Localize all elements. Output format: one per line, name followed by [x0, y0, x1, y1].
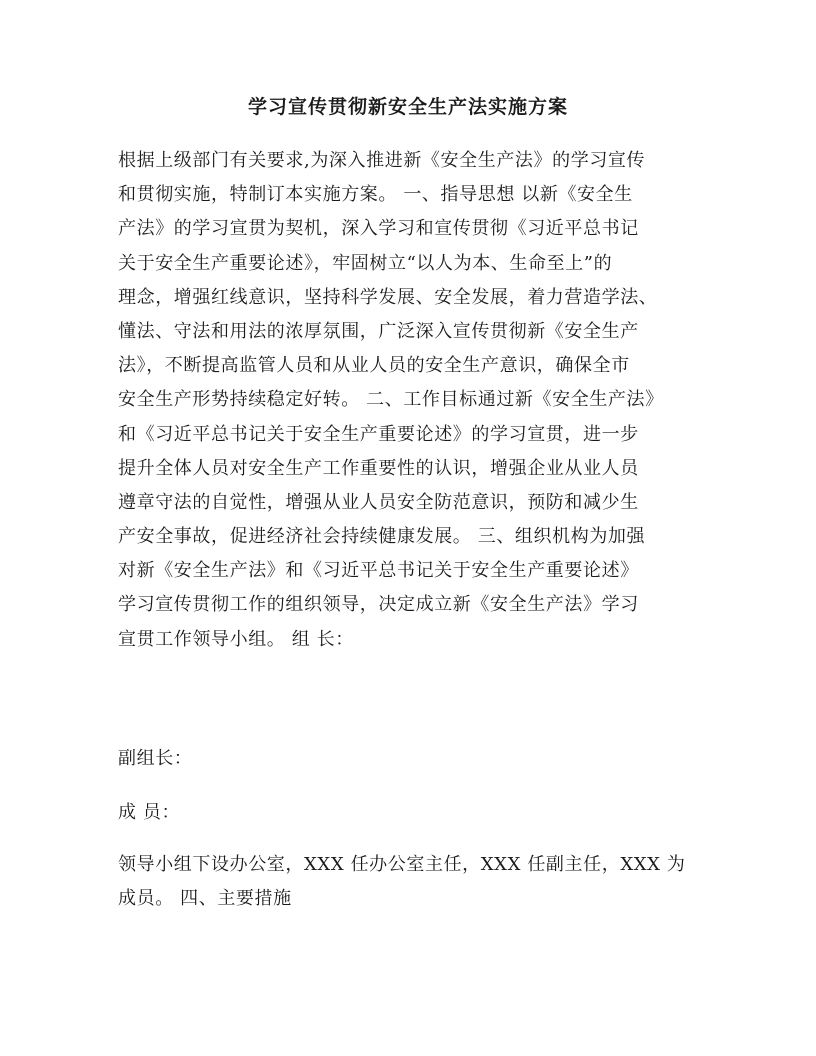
paragraph-line: 理念，增强红线意识，坚持科学发展、安全发展，着力营造学法、 [118, 286, 658, 308]
members-label: 成 员： [118, 802, 181, 823]
paragraph-line: 根据上级部门有关要求,为深入推进新《安全生产法》的学习宣传 [118, 150, 646, 171]
paragraph-line: 遵章守法的自觉性，增强从业人员安全防范意识，预防和减少生 [118, 491, 639, 513]
paragraph-line: 安全生产形势持续稳定好转。 二、工作目标通过新《安全生产法》 [118, 389, 664, 411]
paragraph-line: 关于安全生产重要论述》，牢固树立“以人为本、生命至上”的 [118, 252, 613, 274]
paragraph-line: 领导小组下设办公室，XXX 任办公室主任，XXX 任副主任，XXX 为 [118, 854, 686, 875]
paragraph-line: 懂法、守法和用法的浓厚氛围，广泛深入宣传贯彻新《安全生产 [118, 320, 639, 342]
deputy-leader-paragraph [118, 742, 718, 776]
paragraph-line: 和贯彻实施，特制订本实施方案。 一、指导思想 以新《安全生 [118, 184, 633, 206]
office-paragraph [118, 848, 718, 916]
document-title: 学习宣传贯彻新安全生产法实施方案 [247, 96, 568, 118]
members-paragraph [118, 796, 718, 830]
main-paragraph [118, 144, 718, 657]
paragraph-line: 学习宣传贯彻工作的组织领导，决定成立新《安全生产法》学习 [118, 594, 639, 616]
paragraph-line: 成员。 四、主要措施 [118, 888, 292, 910]
paragraph-line: 和《习近平总书记关于安全生产重要论述》的学习宣贯，进一步 [118, 423, 639, 445]
paragraph-line: 提升全体人员对安全生产工作重要性的认识，增强企业从业人员 [118, 457, 639, 479]
paragraph-line: 产安全事故，促进经济社会持续健康发展。 三、组织机构为加强 [118, 526, 646, 548]
deputy-leader-label: 副组长： [118, 748, 193, 769]
paragraph-line: 宣贯工作领导小组。 组 长： [118, 628, 354, 650]
paragraph-line: 产法》的学习宣贯为契机，深入学习和宣传贯彻《习近平总书记 [118, 218, 639, 240]
paragraph-line: 对新《安全生产法》和《习近平总书记关于安全生产重要论述》 [118, 560, 639, 582]
paragraph-line: 法》，不断提高监管人员和从业人员的安全生产意识，确保全市 [118, 355, 630, 377]
